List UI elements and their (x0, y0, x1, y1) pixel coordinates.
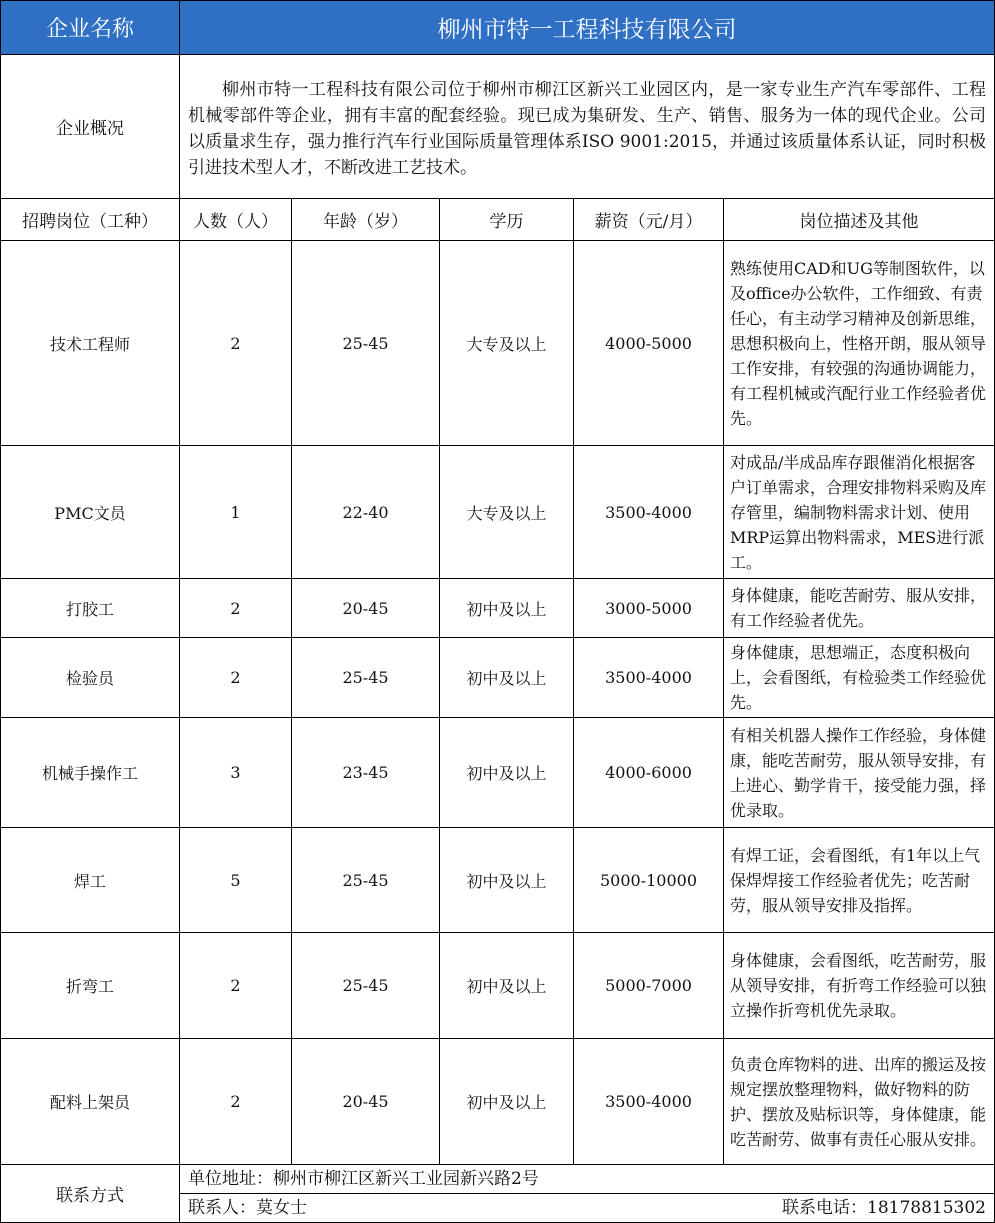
job-description: 身体健康，能吃苦耐劳、服从安排，有工作经验者优先。 (724, 579, 995, 638)
job-age: 23-45 (292, 718, 440, 828)
overview-label: 企业概况 (1, 55, 180, 199)
table-row (1, 446, 995, 579)
contact-person: 联系人：莫女士 (188, 1198, 307, 1218)
job-description: 有焊工证，会看图纸，有1年以上气保焊焊接工作经验者优先；吃苦耐劳，服从领导安排及指挥。 (724, 828, 995, 933)
job-title: 机械手操作工 (1, 718, 180, 828)
job-count: 2 (180, 638, 292, 718)
contact-row (1, 1165, 995, 1194)
table-row (1, 638, 995, 718)
job-education: 大专及以上 (440, 241, 574, 446)
job-age: 20-45 (292, 1039, 440, 1165)
job-title: PMC文员 (1, 446, 180, 579)
job-education: 大专及以上 (440, 446, 574, 579)
job-description: 身体健康，思想端正，态度积极向上，会看图纸，有检验类工作经验优先。 (724, 638, 995, 718)
table-row (1, 241, 995, 446)
col-header-description: 岗位描述及其他 (724, 199, 995, 241)
col-header-salary: 薪资（元/月） (574, 199, 724, 241)
company-name-label: 企业名称 (1, 1, 180, 55)
job-salary: 3500-4000 (574, 1039, 724, 1165)
job-title: 检验员 (1, 638, 180, 718)
contact-person-phone (180, 1194, 995, 1223)
job-age: 22-40 (292, 446, 440, 579)
job-education: 初中及以上 (440, 828, 574, 933)
job-education: 初中及以上 (440, 1039, 574, 1165)
job-title: 技术工程师 (1, 241, 180, 446)
job-description: 负责仓库物料的进、出库的搬运及按规定摆放整理物料，做好物料的防护、摆放及贴标识等，身体健康，能吃苦耐劳、做事有责任心服从安排。 (724, 1039, 995, 1165)
job-count: 2 (180, 579, 292, 638)
job-count: 5 (180, 828, 292, 933)
contact-label: 联系方式 (1, 1165, 180, 1223)
column-header-row (1, 199, 995, 241)
col-header-position: 招聘岗位（工种） (1, 199, 180, 241)
job-education: 初中及以上 (440, 579, 574, 638)
job-salary: 4000-5000 (574, 241, 724, 446)
col-header-count: 人数（人） (180, 199, 292, 241)
table-row (1, 579, 995, 638)
overview-text: 柳州市特一工程科技有限公司位于柳州市柳江区新兴工业园区内，是一家专业生产汽车零部件、工程机械零部件等企业，拥有丰富的配套经验。现已成为集研发、生产、销售、服务为一体的现代企业。公司以质量求生存，强力推行汽车行业国际质量管理体系ISO 9001:2015，并通过该质量体系认证，同时积极引进技术型人才，不断改进工艺技术。 (180, 55, 995, 199)
header-row (1, 1, 995, 55)
company-name: 柳州市特一工程科技有限公司 (180, 1, 995, 55)
job-salary: 5000-10000 (574, 828, 724, 933)
contact-address: 单位地址：柳州市柳江区新兴工业园新兴路2号 (180, 1165, 995, 1194)
table-row (1, 828, 995, 933)
job-title: 焊工 (1, 828, 180, 933)
job-age: 20-45 (292, 579, 440, 638)
contact-phone: 联系电话：18178815302 (782, 1198, 986, 1218)
job-age: 25-45 (292, 828, 440, 933)
col-header-education: 学历 (440, 199, 574, 241)
job-description: 熟练使用CAD和UG等制图软件，以及office办公软件，工作细致、有责任心，有主动学习精神及创新思维，思想积极向上，性格开朗，服从领导工作安排，有较强的沟通协调能力，有工程机械或汽配行业工作经验者优先。 (724, 241, 995, 446)
job-count: 3 (180, 718, 292, 828)
job-salary: 3000-5000 (574, 579, 724, 638)
job-education: 初中及以上 (440, 638, 574, 718)
job-count: 2 (180, 933, 292, 1039)
job-age: 25-45 (292, 241, 440, 446)
table-row (1, 718, 995, 828)
job-description: 有相关机器人操作工作经验，身体健康，能吃苦耐劳，服从领导安排，有上进心、勤学肯干，接受能力强，择优录取。 (724, 718, 995, 828)
table-row (1, 1039, 995, 1165)
job-count: 2 (180, 241, 292, 446)
job-description: 身体健康，会看图纸，吃苦耐劳，服从领导安排，有折弯工作经验可以独立操作折弯机优先录取。 (724, 933, 995, 1039)
job-education: 初中及以上 (440, 933, 574, 1039)
job-description: 对成品/半成品库存跟催消化根据客户订单需求，合理安排物料采购及库存管里，编制物料需求计划、使用MRP运算出物料需求，MES进行派工。 (724, 446, 995, 579)
job-education: 初中及以上 (440, 718, 574, 828)
overview-row (1, 55, 995, 199)
job-salary: 3500-4000 (574, 446, 724, 579)
job-age: 25-45 (292, 638, 440, 718)
table-row (1, 933, 995, 1039)
job-salary: 4000-6000 (574, 718, 724, 828)
job-title: 折弯工 (1, 933, 180, 1039)
job-salary: 3500-4000 (574, 638, 724, 718)
col-header-age: 年龄（岁） (292, 199, 440, 241)
job-salary: 5000-7000 (574, 933, 724, 1039)
job-title: 配料上架员 (1, 1039, 180, 1165)
job-count: 2 (180, 1039, 292, 1165)
job-age: 25-45 (292, 933, 440, 1039)
job-title: 打胶工 (1, 579, 180, 638)
job-count: 1 (180, 446, 292, 579)
